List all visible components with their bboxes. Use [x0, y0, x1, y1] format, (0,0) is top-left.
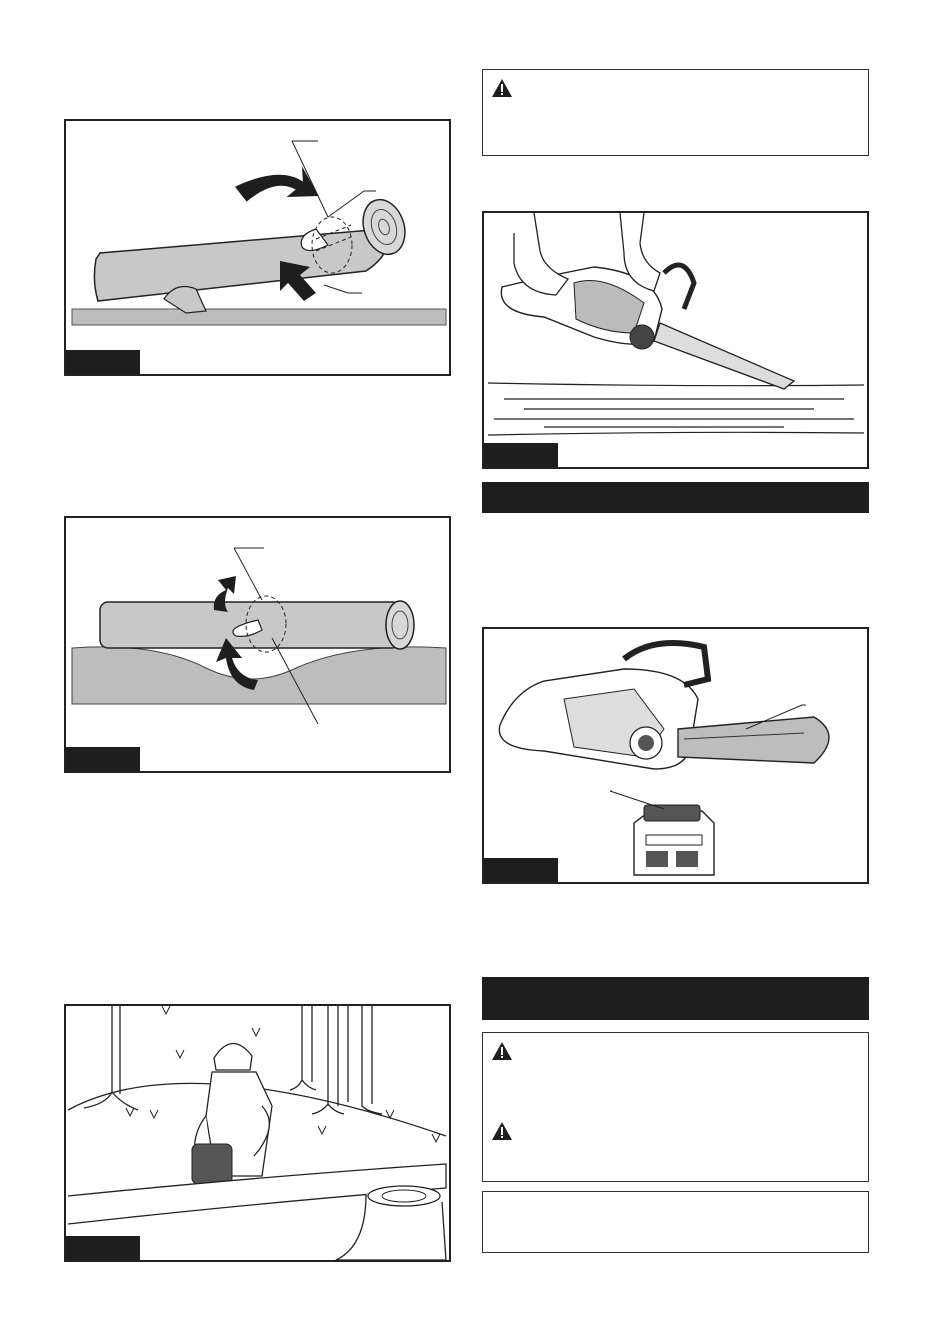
figure-chain-saw-cutting-drawing	[484, 213, 869, 469]
note-box	[482, 1191, 869, 1253]
figure-chain-saw-cutting	[482, 211, 869, 469]
figure-saw-and-battery	[482, 627, 869, 884]
figure-log-both-ends	[64, 516, 451, 773]
ground-hollow	[72, 647, 446, 704]
figure-operator-forest	[64, 1004, 451, 1262]
warning-box-2	[482, 1032, 869, 1182]
figure-operator-forest-drawing	[66, 1006, 451, 1262]
front-handle	[664, 265, 694, 309]
figure-number-tab	[66, 1236, 140, 1260]
log-surface	[488, 383, 864, 435]
figure-number-tab	[484, 443, 558, 467]
figure-log-one-end	[64, 119, 451, 376]
section-header-bar-2	[482, 977, 869, 1020]
ground-strip	[72, 309, 446, 325]
figure-number-tab	[484, 858, 558, 882]
figure-log-both-ends-drawing	[66, 518, 451, 773]
figure-number-tab	[66, 350, 140, 374]
down-arrow-icon	[232, 147, 327, 224]
figure-saw-and-battery-drawing	[484, 629, 869, 884]
figure-number-tab	[66, 747, 140, 771]
leader-line-battery	[610, 791, 664, 809]
leader-line-2	[328, 191, 364, 217]
log-end-grain	[386, 601, 414, 649]
leader-line-3	[324, 285, 348, 293]
guide-bar	[678, 717, 829, 763]
figure-log-one-end-drawing	[66, 121, 451, 376]
warning-triangle-icon	[491, 1041, 513, 1061]
guide-bar	[654, 323, 794, 389]
leader-line-1	[234, 548, 262, 600]
section-header-bar-1	[482, 482, 869, 513]
warning-box-1	[482, 69, 869, 156]
warning-triangle-icon	[491, 1121, 513, 1141]
chain-saw-shape	[192, 1144, 232, 1184]
warning-triangle-icon	[491, 78, 513, 98]
